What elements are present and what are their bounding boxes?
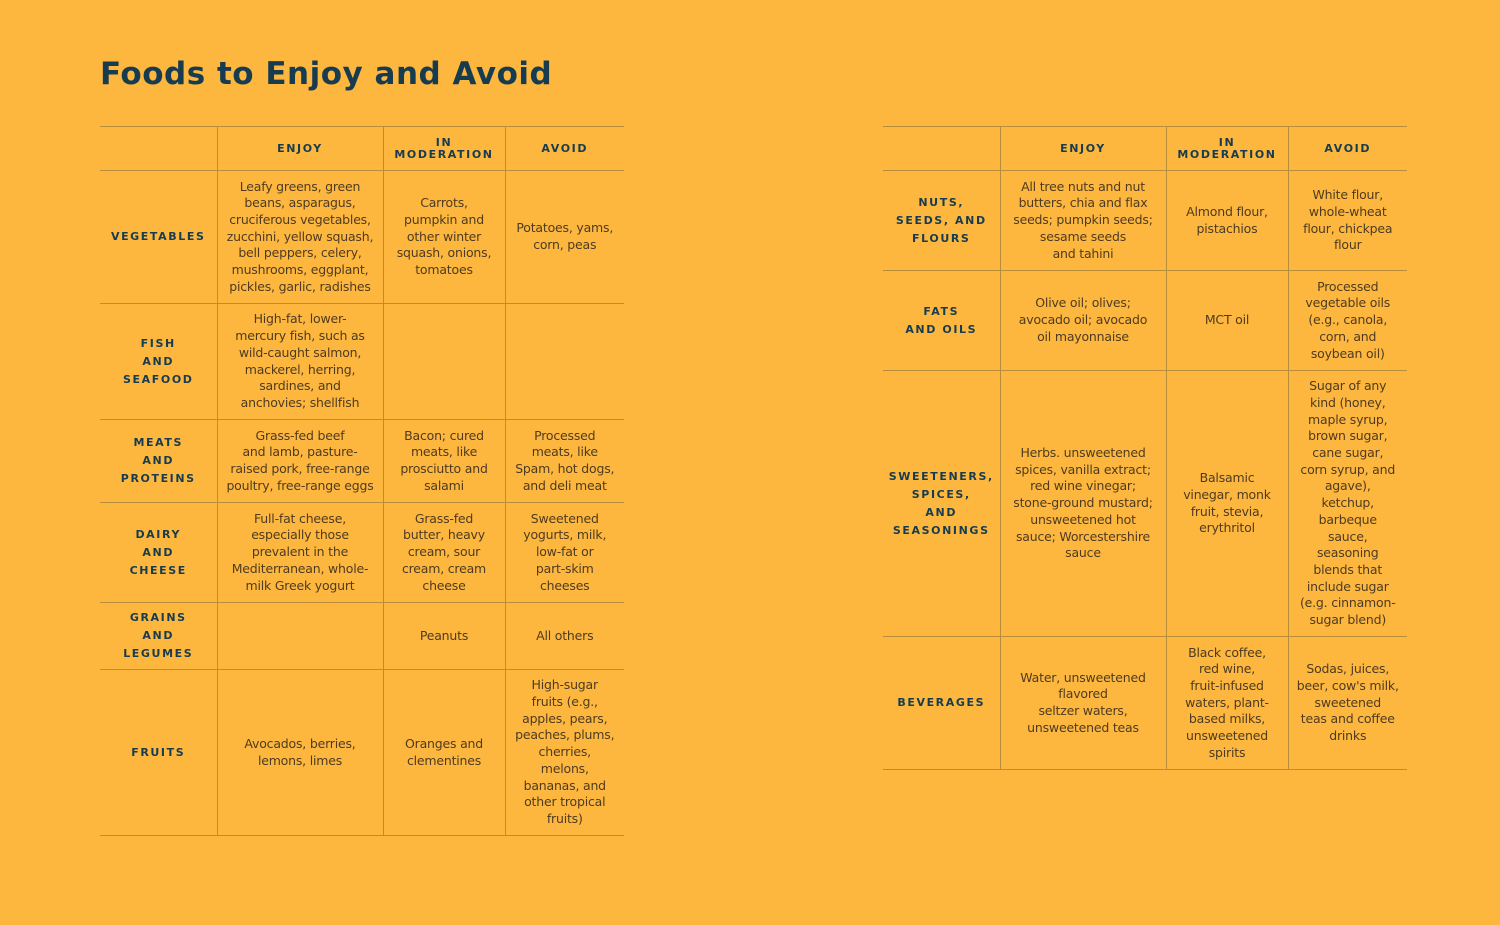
moderation-cell: Black coffee, red wine, fruit-infused waters, plant- based milks, unsweetened spirits [1166, 637, 1288, 770]
avoid-cell: Processed vegetable oils (e.g., canola, corn, and soybean oil) [1288, 271, 1407, 371]
moderation-cell [383, 304, 505, 420]
table-row [883, 637, 1407, 770]
avoid-cell [505, 304, 624, 420]
moderation-cell: Almond flour, pistachios [1166, 171, 1288, 271]
enjoy-cell: Avocados, berries, lemons, limes [217, 670, 383, 836]
corner-header [100, 127, 217, 171]
enjoy-cell [217, 603, 383, 670]
enjoy-cell: High-fat, lower- mercury fish, such as wild-caught salmon, mackerel, herring, sardines, and anchovies; shellfish [217, 304, 383, 420]
moderation-cell: Carrots, pumpkin and other winter squash, onions, tomatoes [383, 171, 505, 304]
moderation-header: IN MODERATION [383, 127, 505, 171]
enjoy-header: ENJOY [1000, 127, 1166, 171]
category-label: BEVERAGES [883, 637, 1000, 770]
table-row [100, 420, 624, 503]
category-label: MEATS AND PROTEINS [100, 420, 217, 503]
table-row [100, 603, 624, 670]
table-row [100, 304, 624, 420]
enjoy-cell: Full-fat cheese, especially those prevalent in the Mediterranean, whole- milk Greek yogurt [217, 503, 383, 603]
category-label: GRAINS AND LEGUMES [100, 603, 217, 670]
avoid-cell: All others [505, 603, 624, 670]
moderation-header: IN MODERATION [1166, 127, 1288, 171]
enjoy-cell: Water, unsweetened flavored seltzer waters, unsweetened teas [1000, 637, 1166, 770]
avoid-cell: White flour, whole-wheat flour, chickpea flour [1288, 171, 1407, 271]
category-label: SWEETENERS, SPICES, AND SEASONINGS [883, 371, 1000, 637]
category-label: FATS AND OILS [883, 271, 1000, 371]
moderation-cell: Peanuts [383, 603, 505, 670]
table-row [883, 371, 1407, 637]
avoid-cell: Potatoes, yams, corn, peas [505, 171, 624, 304]
foods-table-left [100, 126, 624, 836]
moderation-cell: Grass-fed butter, heavy cream, sour cream, cream cheese [383, 503, 505, 603]
avoid-cell: Sodas, juices, beer, cow's milk, sweetened teas and coffee drinks [1288, 637, 1407, 770]
table-row [100, 503, 624, 603]
enjoy-cell: Leafy greens, green beans, asparagus, cruciferous vegetables, zucchini, yellow squash, bell peppers, celery, mushrooms, eggplant, pickles, garlic, radishes [217, 171, 383, 304]
avoid-header: AVOID [505, 127, 624, 171]
moderation-cell: Bacon; cured meats, like prosciutto and salami [383, 420, 505, 503]
page-title: Foods to Enjoy and Avoid [100, 56, 553, 92]
table-row [883, 171, 1407, 271]
enjoy-cell: All tree nuts and nut butters, chia and flax seeds; pumpkin seeds; sesame seeds and tahini [1000, 171, 1166, 271]
moderation-cell: Balsamic vinegar, monk fruit, stevia, erythritol [1166, 371, 1288, 637]
moderation-cell: MCT oil [1166, 271, 1288, 371]
avoid-cell: Sweetened yogurts, milk, low-fat or part-skim cheeses [505, 503, 624, 603]
foods-table-right [883, 126, 1407, 770]
table-row [100, 171, 624, 304]
avoid-cell: Sugar of any kind (honey, maple syrup, brown sugar, cane sugar, corn syrup, and agave), ketchup, barbeque sauce, seasoning blends that include sugar (e.g. cinnamon- sugar blend) [1288, 371, 1407, 637]
category-label: FISH AND SEAFOOD [100, 304, 217, 420]
avoid-cell: High-sugar fruits (e.g., apples, pears, peaches, plums, cherries, melons, bananas, and other tropical fruits) [505, 670, 624, 836]
table-row [100, 670, 624, 836]
corner-header [883, 127, 1000, 171]
moderation-cell: Oranges and clementines [383, 670, 505, 836]
table-header-row [883, 127, 1407, 171]
category-label: NUTS, SEEDS, AND FLOURS [883, 171, 1000, 271]
enjoy-cell: Grass-fed beef and lamb, pasture- raised pork, free-range poultry, free-range eggs [217, 420, 383, 503]
category-label: VEGETABLES [100, 171, 217, 304]
table-header-row [100, 127, 624, 171]
table-row [883, 271, 1407, 371]
category-label: FRUITS [100, 670, 217, 836]
avoid-cell: Processed meats, like Spam, hot dogs, and deli meat [505, 420, 624, 503]
enjoy-cell: Olive oil; olives; avocado oil; avocado oil mayonnaise [1000, 271, 1166, 371]
category-label: DAIRY AND CHEESE [100, 503, 217, 603]
enjoy-header: ENJOY [217, 127, 383, 171]
enjoy-cell: Herbs. unsweetened spices, vanilla extract; red wine vinegar; stone-ground mustard; unsweetened hot sauce; Worcestershire sauce [1000, 371, 1166, 637]
avoid-header: AVOID [1288, 127, 1407, 171]
